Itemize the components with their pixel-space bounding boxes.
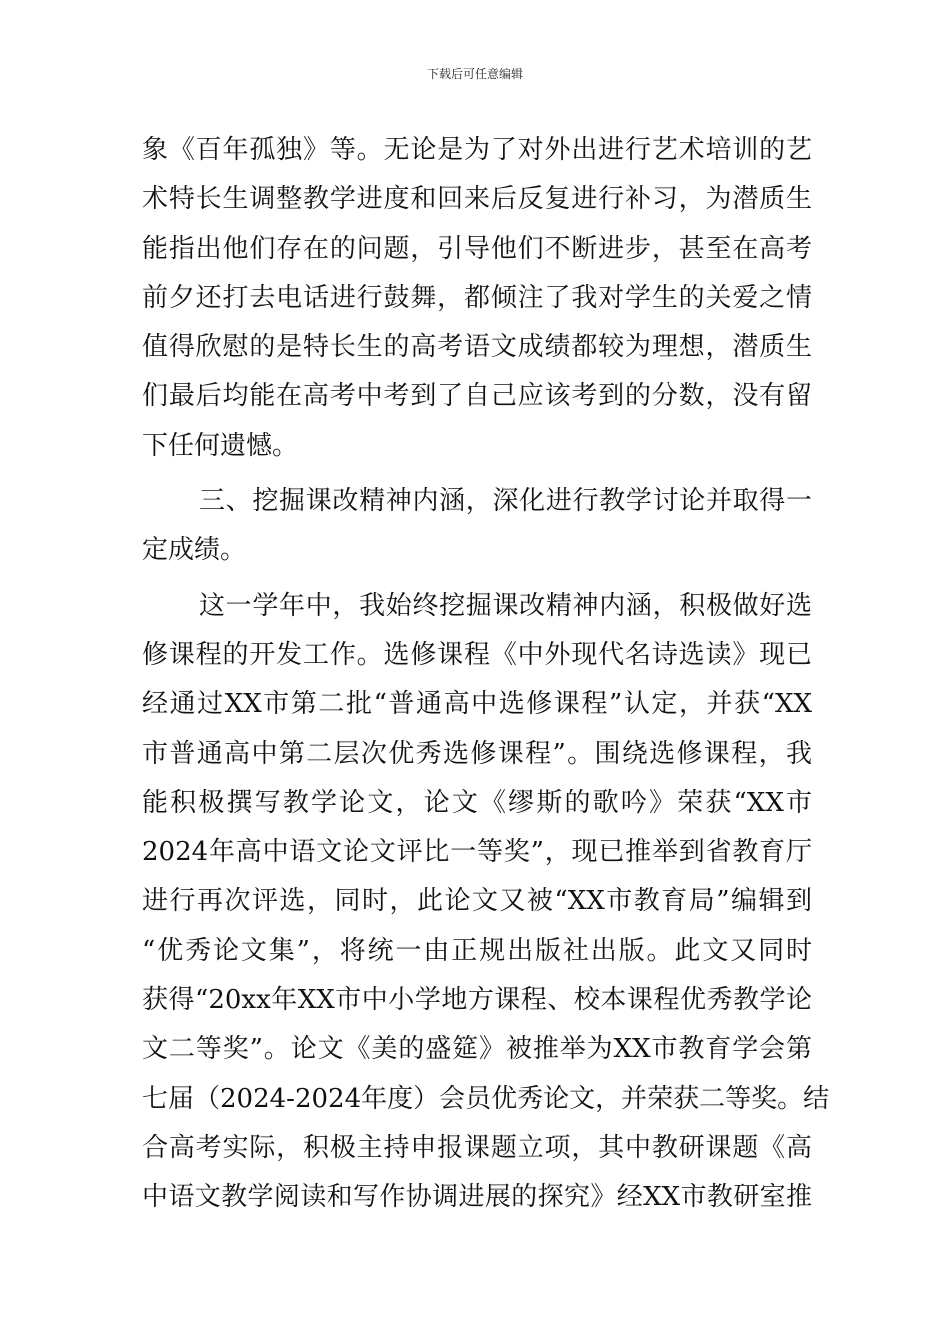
section-heading	[142, 477, 812, 576]
text-line: 中语文教学阅读和写作协调进展的探究》经XX市教研室推	[142, 1182, 812, 1213]
text-line: 能指出他们存在的问题，引导他们不断进步，甚至在高考	[142, 233, 812, 264]
text-line: 们最后均能在高考中考到了自己应该考到的分数，没有留	[142, 381, 812, 412]
text-line: 象《百年孤独》等。无论是为了对外出进行艺术培训的艺	[142, 135, 812, 165]
text-line: 市普通高中第二层次优秀选修课程”。围绕选修课程，我	[142, 738, 812, 769]
text-line: 值得欣慰的是特长生的高考语文成绩都较为理想，潜质生	[142, 332, 812, 363]
text-line: 这一学年中，我始终挖掘课改精神内涵，积极做好选	[199, 590, 812, 621]
text-line: 下任何遗憾。	[142, 430, 299, 461]
text-line: 七届（2024-2024年度）会员优秀论文，并荣获二等奖。结	[142, 1083, 830, 1114]
text-line: 进行再次评选，同时，此论文又被“XX市教育局”编辑到	[142, 886, 812, 917]
text-line: 修课程的开发工作。选修课程《中外现代名诗选读》现已	[142, 639, 812, 670]
text-line: “优秀论文集”，将统一由正规出版社出版。此文又同时	[142, 935, 812, 966]
text-line: 获得“20xx年XX市中小学地方课程、校本课程优秀教学论	[142, 985, 812, 1016]
text-line: 定成绩。	[142, 535, 247, 566]
text-line: 能积极撰写教学论文，论文《缪斯的歌吟》荣获“XX市	[142, 787, 812, 818]
text-line: 2024年高中语文论文评比一等奖”，现已推举到省教育厅	[142, 837, 812, 868]
document-body	[142, 126, 830, 1223]
page-header: 下载后可任意编辑	[426, 67, 523, 81]
text-line: 术特长生调整教学进度和回来后反复进行补习，为潜质生	[142, 184, 812, 215]
text-line: 经通过XX市第二批“普通高中选修课程”认定，并获“XX	[142, 689, 812, 720]
text-line: 文二等奖”。论文《美的盛筵》被推举为XX市教育学会第	[142, 1034, 812, 1065]
paragraph	[142, 582, 830, 1223]
text-line: 三、挖掘课改精神内涵，深化进行教学讨论并取得一	[199, 486, 812, 517]
text-line: 合高考实际，积极主持申报课题立项，其中教研课题《高	[142, 1132, 812, 1163]
paragraph-continuation	[142, 126, 812, 471]
text-line: 前夕还打去电话进行鼓舞，都倾注了我对学生的关爱之情	[142, 282, 812, 313]
